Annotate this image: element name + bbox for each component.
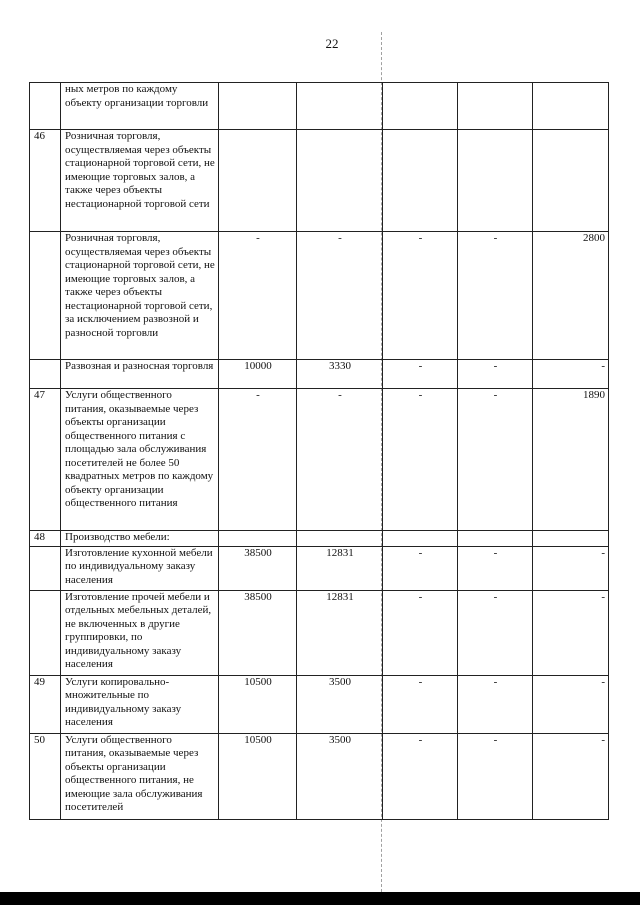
value-col-4: - — [458, 675, 533, 733]
value-col-4 — [458, 130, 533, 232]
row-description: Услуги общественного питания, оказываемые через объекты организации общественного питания с площадью зала обслуживания посетителей не более 50 квадратных метров по каждому объекту организации общественного питания — [61, 389, 219, 531]
table-row — [30, 531, 609, 547]
value-col-4: - — [458, 590, 533, 675]
value-col-5: 1890 — [533, 389, 609, 531]
value-col-2: 12831 — [297, 546, 383, 590]
value-col-3 — [383, 83, 458, 130]
value-col-4: - — [458, 360, 533, 389]
scan-bottom-edge — [0, 892, 640, 905]
value-col-2: 3500 — [297, 733, 383, 819]
row-description: Розничная торговля, осуществляемая через объекты стационарной торговой сети, не имеющие торговых залов, а также через объекты нестационарной торговой сети — [61, 130, 219, 232]
value-col-5 — [533, 130, 609, 232]
row-number — [30, 546, 61, 590]
value-col-4 — [458, 83, 533, 130]
value-col-4: - — [458, 546, 533, 590]
row-description: Услуги копировально-множительные по индивидуальному заказу населения — [61, 675, 219, 733]
value-col-1 — [219, 531, 297, 547]
row-number — [30, 590, 61, 675]
value-col-3 — [383, 531, 458, 547]
value-col-3: - — [383, 590, 458, 675]
value-col-5 — [533, 83, 609, 130]
row-number: 50 — [30, 733, 61, 819]
value-col-3: - — [383, 360, 458, 389]
row-description: Услуги общественного питания, оказываемые через объекты организации общественного питания, не имеющие зала обслуживания посетителей — [61, 733, 219, 819]
value-col-1 — [219, 130, 297, 232]
row-number: 49 — [30, 675, 61, 733]
table-row — [30, 590, 609, 675]
table-row — [30, 83, 609, 130]
value-col-4: - — [458, 733, 533, 819]
value-col-1: 38500 — [219, 590, 297, 675]
value-col-3: - — [383, 389, 458, 531]
value-col-5: - — [533, 590, 609, 675]
table-row — [30, 733, 609, 819]
value-col-1: 10000 — [219, 360, 297, 389]
value-col-2 — [297, 531, 383, 547]
value-col-5: - — [533, 546, 609, 590]
value-col-2: - — [297, 389, 383, 531]
tariff-table — [29, 82, 609, 820]
value-col-5: 2800 — [533, 232, 609, 360]
row-description: ных метров по каждому объекту организации торговли — [61, 83, 219, 130]
value-col-2 — [297, 83, 383, 130]
value-col-4: - — [458, 232, 533, 360]
value-col-1: 10500 — [219, 733, 297, 819]
value-col-1 — [219, 83, 297, 130]
table-row — [30, 130, 609, 232]
table-row — [30, 232, 609, 360]
value-col-4 — [458, 531, 533, 547]
table-row — [30, 675, 609, 733]
value-col-4: - — [458, 389, 533, 531]
value-col-3: - — [383, 232, 458, 360]
value-col-1: - — [219, 232, 297, 360]
value-col-2: 3330 — [297, 360, 383, 389]
value-col-1: 38500 — [219, 546, 297, 590]
row-description: Розничная торговля, осуществляемая через объекты стационарной торговой сети, не имеющие торговых залов, а также через объекты нестационарной торговой сети, за исключением развозной и разносной торговли — [61, 232, 219, 360]
value-col-3: - — [383, 733, 458, 819]
value-col-1: 10500 — [219, 675, 297, 733]
table-row — [30, 360, 609, 389]
table-row — [30, 546, 609, 590]
table-row — [30, 389, 609, 531]
row-description: Развозная и разносная торговля — [61, 360, 219, 389]
value-col-2: 12831 — [297, 590, 383, 675]
page-number: 22 — [325, 36, 339, 51]
value-col-2: - — [297, 232, 383, 360]
value-col-5: - — [533, 360, 609, 389]
value-col-2 — [297, 130, 383, 232]
value-col-5 — [533, 531, 609, 547]
row-number: 48 — [30, 531, 61, 547]
row-description: Изготовление прочей мебели и отдельных мебельных деталей, не включенных в другие группировки, по индивидуальному заказу населения — [61, 590, 219, 675]
row-description: Производство мебели: — [61, 531, 219, 547]
row-number: 47 — [30, 389, 61, 531]
value-col-3: - — [383, 675, 458, 733]
value-col-1: - — [219, 389, 297, 531]
value-col-2: 3500 — [297, 675, 383, 733]
row-number — [30, 360, 61, 389]
value-col-5: - — [533, 733, 609, 819]
row-number — [30, 232, 61, 360]
value-col-5: - — [533, 675, 609, 733]
row-description: Изготовление кухонной мебели по индивидуальному заказу населения — [61, 546, 219, 590]
value-col-3 — [383, 130, 458, 232]
value-col-3: - — [383, 546, 458, 590]
row-number — [30, 83, 61, 130]
row-number: 46 — [30, 130, 61, 232]
